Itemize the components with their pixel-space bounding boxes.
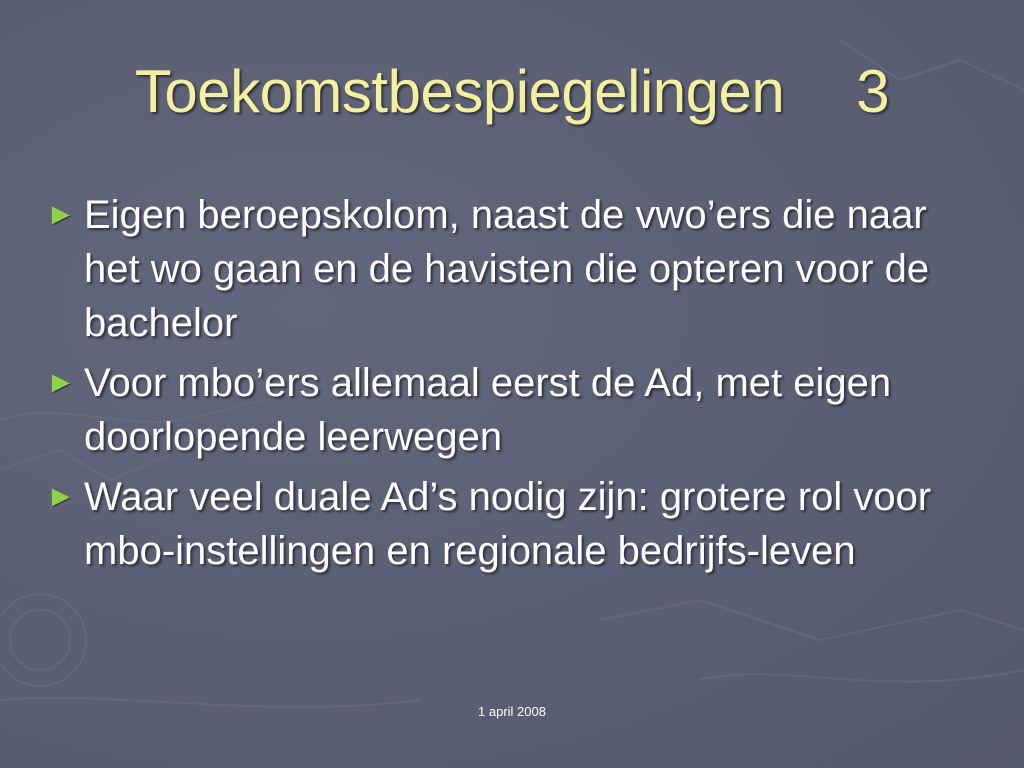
bullet-arrow-icon: ► bbox=[46, 366, 76, 399]
bullet-arrow-icon: ► bbox=[46, 198, 76, 231]
bullet-item bbox=[44, 356, 974, 464]
bullet-arrow-icon: ► bbox=[46, 480, 76, 513]
bullet-text: Eigen beroepskolom, naast de vwo’ers die naar het wo gaan en de havisten die opteren voor de bachelor bbox=[84, 193, 930, 345]
title-number: 3 bbox=[856, 58, 890, 125]
footer-date: 1 april 2008 bbox=[478, 704, 546, 719]
bullet-list bbox=[44, 188, 974, 584]
slide-title bbox=[0, 56, 1024, 128]
bullet-text: Voor mbo’ers allemaal eerst de Ad, met eigen doorlopende leerwegen bbox=[84, 361, 892, 459]
title-text: Toekomstbespiegelingen bbox=[134, 58, 785, 125]
bullet-text: Waar veel duale Ad’s nodig zijn: grotere rol voor mbo-instellingen en regionale bedrijfs-leven bbox=[84, 475, 932, 573]
bullet-item bbox=[44, 188, 974, 350]
bullet-item bbox=[44, 470, 974, 578]
